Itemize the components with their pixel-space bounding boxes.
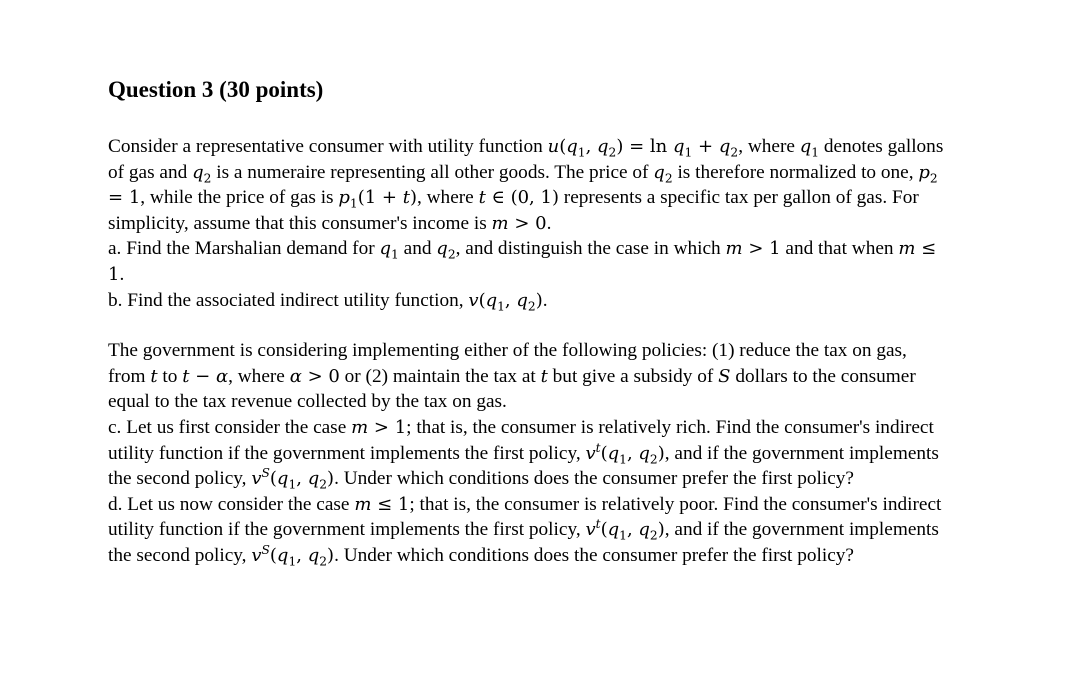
math-m-gt-1: m > 1 [351, 416, 407, 438]
math-t-in-interval: t ∈ (0, 1) [478, 187, 559, 209]
intro-text: Consider a representative consumer with utility function [108, 136, 548, 157]
math-S: S [718, 365, 731, 387]
math-q2: $q_2$ [192, 161, 212, 186]
math-m-le-1: m ≤ 1 [108, 238, 937, 285]
utility-function: $u(q_1$, $q_2) = \ln q_1 + q_2$ [547, 136, 739, 160]
math-m-le-1: m ≤ 1 [354, 493, 410, 515]
math-q1: $q_1$ [799, 136, 820, 160]
math-q1: $q_1$ [379, 238, 399, 262]
math-vs: $v^S(q_1$, $q_2$) [251, 542, 335, 569]
math-vt: $v^t(q_1$, $q_2$) [585, 440, 665, 467]
math-gas-price: $p_1(1 + t)$ [338, 187, 417, 211]
part-b: b. Find the associated indirect utility function, $v(q_1$, $q_2$). [108, 289, 548, 314]
document-page [108, 76, 948, 569]
part-d: d. Let us now consider the case m ≤ 1; that is, the consumer is relatively poor. Find the consumer's indirect utility function if the government implements the first policy, $v^t(q_1$, $q_2$), and if the government implements the second policy, $v^S(q_1$, $q_2$). Under which conditions does the consumer prefer the first policy? [108, 493, 942, 569]
part-c: c. Let us first consider the case m > 1; that is, the consumer is relatively rich. Find the consumer's indirect utility function if the government implements the first policy, $v^t(q_1$, $q_2$), and if the government implements the second policy, $v^S(q_1$, $q_2$). Under which conditions does the consumer prefer the first policy? [108, 416, 939, 492]
policy-text: The government is considering implementing either of the following policies: (1) reduce the tax on gas, from t to t − α, where α > 0 or (2) maintain the tax at t but give a subsidy of S dollars to the consumer equal to the tax revenue collected by the tax on gas. [108, 340, 916, 413]
math-p2-eq-1: $p_2 = 1$ [108, 161, 938, 209]
question-body: Consider a representative consumer with utility function $u(q_1$, $q_2) = \ln q_1 + q_2$, where $q_1$ denotes gallons of gas and $q_2$ is a numeraire representing all other goods. The price of $q_2$ is therefore normalized to one, $p_2 = 1$, while the price of gas is $p_1(1 + t)$, where t ∈ (0, 1) represents a specific tax per gallon of gas. For simplicity, assume that this consumer's income is m > 0. a. Find the Marshalian demand for $q_1$ and $q_2$, and distinguish the case in which m > 1 and that when m ≤ 1. b. Find the associated indirect utility function, $v(q_1$, $q_2$). [108, 136, 944, 314]
math-alpha-gt-0: α > 0 [289, 365, 340, 387]
math-vs: $v^S(q_1$, $q_2$) [251, 466, 335, 492]
math-q2: $q_2$ [436, 238, 456, 262]
math-t-minus-alpha: t − α [182, 365, 229, 387]
policy-body [108, 338, 948, 568]
question-title: Question 3 (30 points) [108, 77, 324, 102]
math-vt: $v^t(q_1$, $q_2$) [585, 517, 665, 543]
math-m-gt-1: m > 1 [725, 238, 781, 260]
math-indirect-utility: $v(q_1$, $q_2$) [468, 289, 543, 314]
math-t: t [540, 365, 548, 387]
math-q2: $q_2$ [653, 161, 673, 186]
part-a: a. Find the Marshalian demand for $q_1$ and $q_2$, and distinguish the case in which m > 1 and that when m ≤ 1. [108, 238, 937, 285]
math-t: t [150, 365, 158, 387]
math-m-gt-0: m > 0 [491, 212, 547, 234]
